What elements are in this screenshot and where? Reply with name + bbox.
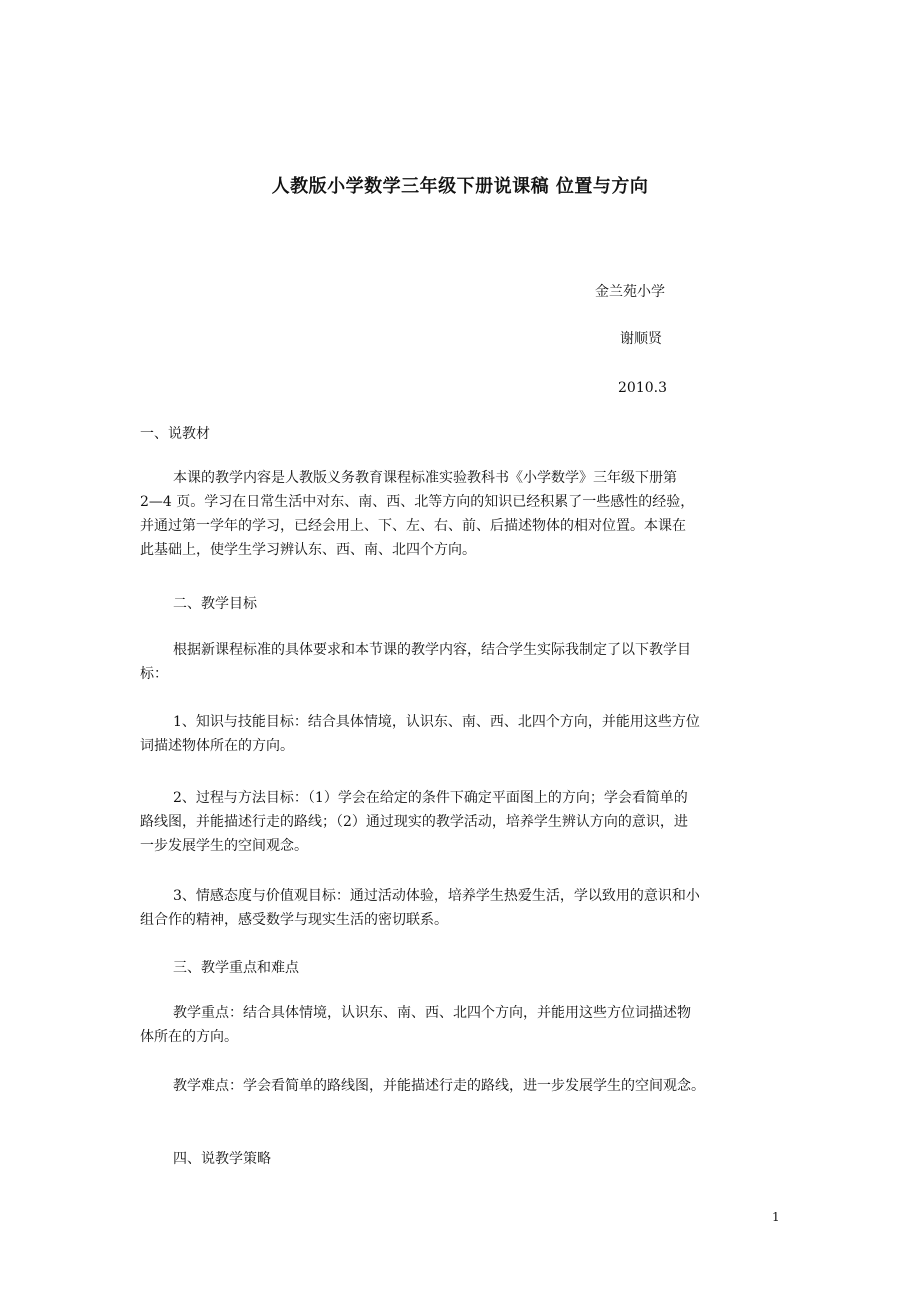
paragraph-line: 教学难点：学会看简单的路线图，并能描述行走的路线，进一步发展学生的空间观念。 [173, 1078, 705, 1094]
paragraph-line: 组合作的精神，感受数学与现实生活的密切联系。 [140, 912, 448, 928]
paragraph-line: 1、知识与技能目标：结合具体情境，认识东、南、西、北四个方向，并能用这些方位 [173, 714, 700, 730]
paragraph-line: 教学重点：结合具体情境，认识东、南、西、北四个方向，并能用这些方位词描述物 [173, 1005, 691, 1021]
page-number: 1 [772, 1210, 780, 1224]
document-date: 2010.3 [618, 380, 667, 396]
paragraph-objective-attitude [140, 884, 785, 932]
paragraph-textbook-content [140, 466, 785, 562]
paragraph-line: 本课的教学内容是人教版义务教育课程标准实验教科书《小学数学》三年级下册第 [173, 470, 677, 486]
paragraph-line: 并通过第一学年的学习，已经会用上、下、左、右、前、后描述物体的相对位置。本课在 [140, 518, 686, 534]
paragraph-line: 3、情感态度与价值观目标：通过活动体验，培养学生热爱生活，学以致用的意识和小 [173, 888, 700, 904]
paragraph-line: 体所在的方向。 [140, 1029, 238, 1045]
paragraph-line: 此基础上，使学生学习辨认东、西、南、北四个方向。 [140, 542, 476, 558]
paragraph-objectives-intro [140, 638, 785, 686]
paragraph-line: 2、过程与方法目标：（1）学会在给定的条件下确定平面图上的方向；学会看简单的 [173, 790, 688, 806]
section-heading-objectives: 二、教学目标 [173, 596, 257, 612]
section-heading-key-points: 三、教学重点和难点 [173, 960, 299, 976]
paragraph-objective-process [140, 786, 785, 858]
section-heading-textbook: 一、说教材 [140, 426, 210, 442]
paragraph-line: 根据新课程标准的具体要求和本节课的教学内容，结合学生实际我制定了以下教学目 [173, 642, 691, 658]
paragraph-line: 2—4 页。学习在日常生活中对东、南、西、北等方向的知识已经积累了一些感性的经验， [140, 494, 695, 510]
paragraph-line: 路线图，并能描述行走的路线；（2）通过现实的教学活动，培养学生辨认方向的意识，进 [140, 814, 688, 830]
paragraph-line: 词描述物体所在的方向。 [140, 738, 294, 754]
paragraph-objective-knowledge [140, 710, 785, 758]
paragraph-key-point [140, 1001, 785, 1049]
paragraph-line: 标： [140, 666, 168, 682]
document-title: 人教版小学数学三年级下册说课稿 位置与方向 [271, 176, 649, 197]
section-heading-strategy: 四、说教学策略 [173, 1151, 271, 1167]
school-name: 金兰苑小学 [595, 284, 665, 300]
paragraph-difficulty [140, 1074, 785, 1098]
paragraph-line: 一步发展学生的空间观念。 [140, 838, 308, 854]
author-name: 谢顺贤 [620, 331, 662, 347]
